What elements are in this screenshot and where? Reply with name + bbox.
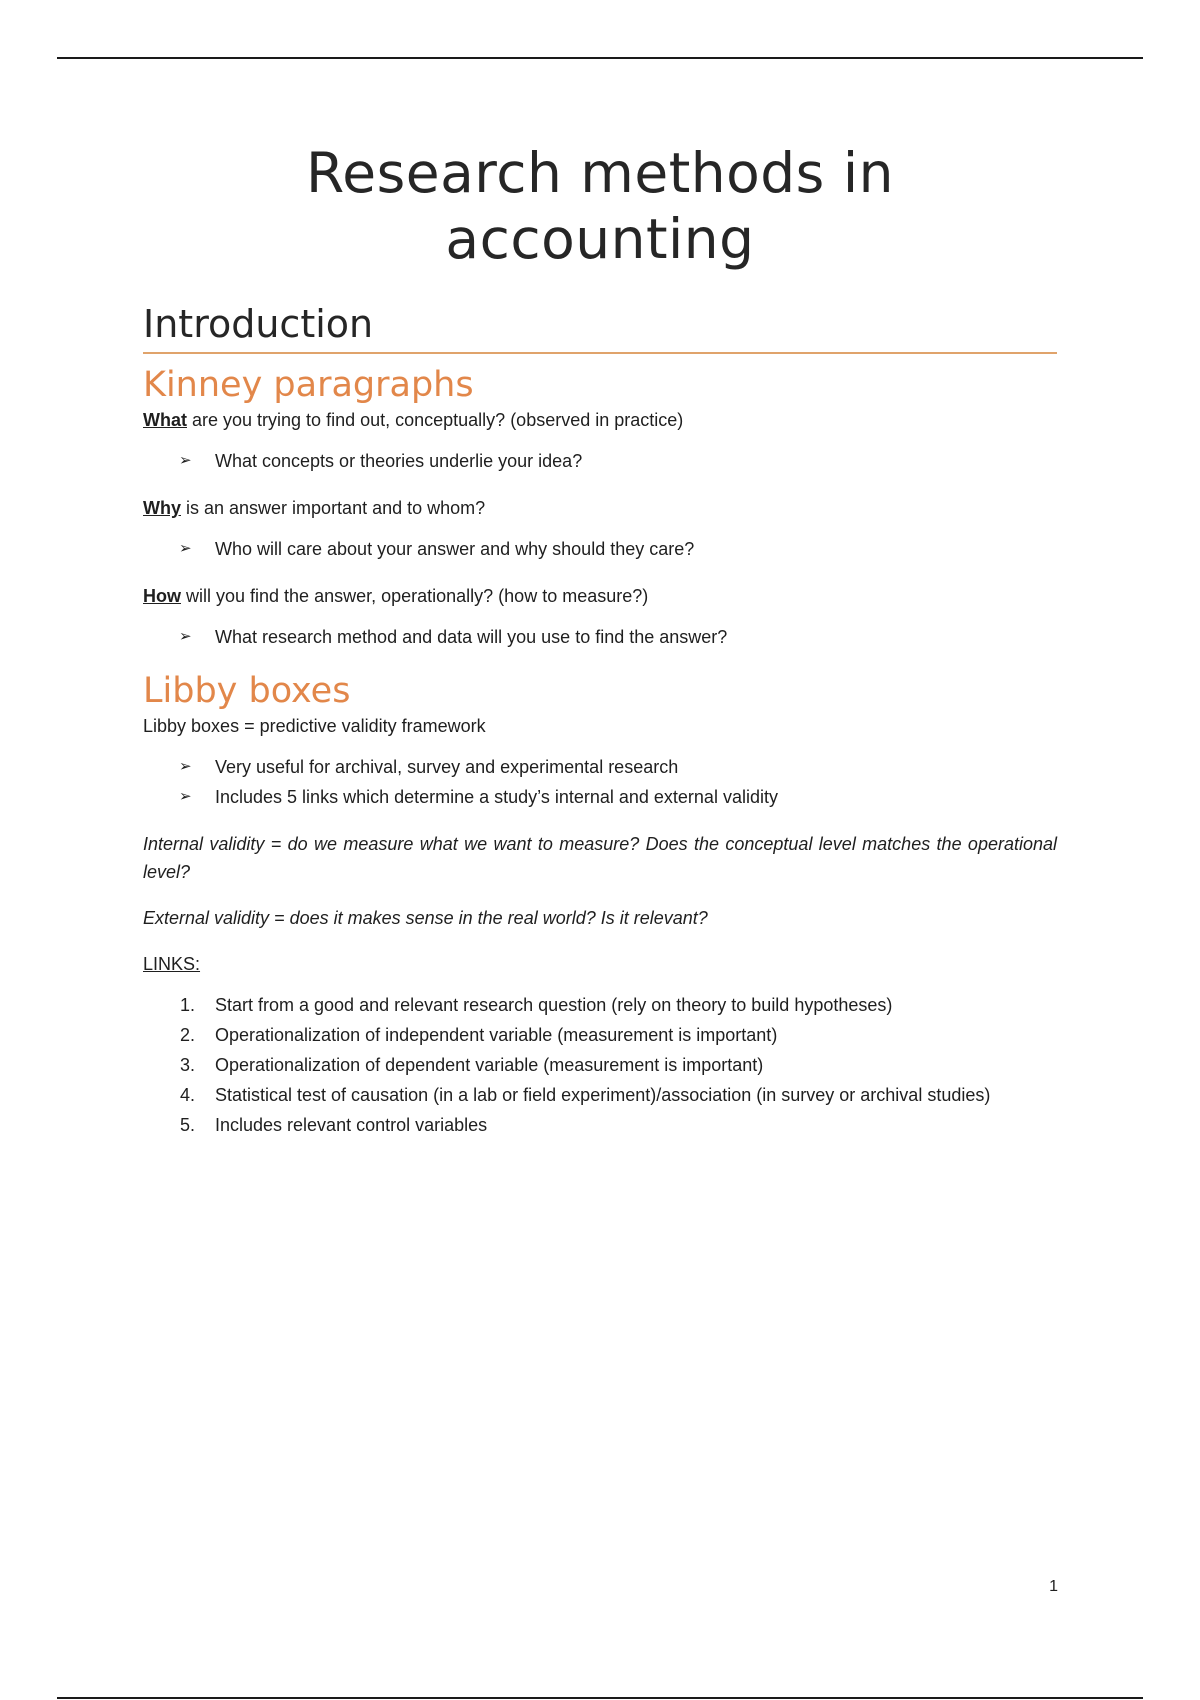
list-item — [143, 1080, 1057, 1110]
heading-introduction: Introduction — [143, 302, 1057, 354]
footer-rule — [57, 1697, 1143, 1699]
arrowhead-bullet-icon: ➢ — [179, 540, 192, 557]
list-item — [143, 534, 1057, 564]
list-item-text: Includes relevant control variables — [215, 1115, 488, 1135]
header-rule — [57, 57, 1143, 59]
list-item — [143, 622, 1057, 652]
heading-kinney-paragraphs: Kinney paragraphs — [143, 365, 474, 405]
list-number: 1. — [180, 995, 196, 1015]
kinney-what-list — [143, 446, 1057, 476]
keyword-why: Why — [143, 498, 181, 518]
kinney-how-list — [143, 622, 1057, 652]
arrowhead-bullet-icon: ➢ — [179, 452, 192, 469]
kinney-what-text: are you trying to find out, conceptually? (observed in practice) — [187, 410, 684, 430]
kinney-how-text: will you find the answer, operationally? (how to measure?) — [181, 586, 649, 606]
list-item-text: Statistical test of causation (in a lab or field experiment)/association (in survey or archival studies) — [215, 1085, 991, 1105]
list-number: 5. — [180, 1115, 196, 1135]
list-number: 3. — [180, 1055, 196, 1075]
keyword-how: How — [143, 586, 181, 606]
arrowhead-bullet-icon: ➢ — [179, 628, 192, 645]
list-item-text: Operationalization of dependent variable (measurement is important) — [215, 1055, 764, 1075]
libby-definition: Libby boxes = predictive validity framework — [143, 716, 486, 736]
links-label-text: LINKS: — [143, 954, 201, 974]
list-item — [143, 752, 1057, 782]
arrowhead-bullet-icon: ➢ — [179, 788, 192, 805]
list-number: 2. — [180, 1025, 196, 1045]
list-item-text: Very useful for archival, survey and experimental research — [215, 757, 679, 777]
list-item-text: Start from a good and relevant research question (rely on theory to build hypotheses) — [215, 995, 893, 1015]
arrowhead-bullet-icon: ➢ — [179, 758, 192, 775]
links-numbered-list — [143, 990, 1057, 1140]
document-title: Research methods in accounting — [306, 141, 894, 271]
list-item — [143, 1110, 1057, 1140]
kinney-how-paragraph — [143, 582, 1057, 610]
list-item-text: What research method and data will you use to find the answer? — [215, 627, 728, 647]
kinney-why-text: is an answer important and to whom? — [181, 498, 486, 518]
list-item-text: Operationalization of independent variable (measurement is important) — [215, 1025, 778, 1045]
page-content — [143, 140, 1057, 1158]
kinney-why-list — [143, 534, 1057, 564]
list-item-text: Who will care about your answer and why should they care? — [215, 539, 695, 559]
list-item-text: Includes 5 links which determine a study’s internal and external validity — [215, 787, 778, 807]
list-item — [143, 990, 1057, 1020]
page-number: 1 — [1049, 1578, 1058, 1595]
list-item — [143, 446, 1057, 476]
kinney-what-paragraph — [143, 406, 1057, 434]
heading-libby-boxes: Libby boxes — [143, 671, 351, 711]
list-item-text: What concepts or theories underlie your idea? — [215, 451, 583, 471]
links-label — [143, 950, 1057, 978]
external-validity-paragraph: External validity = does it makes sense in the real world? Is it relevant? — [143, 908, 708, 928]
list-item — [143, 1020, 1057, 1050]
internal-validity-paragraph: Internal validity = do we measure what we want to measure? Does the conceptual level matches the operational level? — [143, 834, 1057, 882]
keyword-what: What — [143, 410, 187, 430]
list-number: 4. — [180, 1085, 196, 1105]
kinney-why-paragraph — [143, 494, 1057, 522]
list-item — [143, 1050, 1057, 1080]
list-item — [143, 782, 1057, 812]
libby-bullet-list — [143, 752, 1057, 812]
